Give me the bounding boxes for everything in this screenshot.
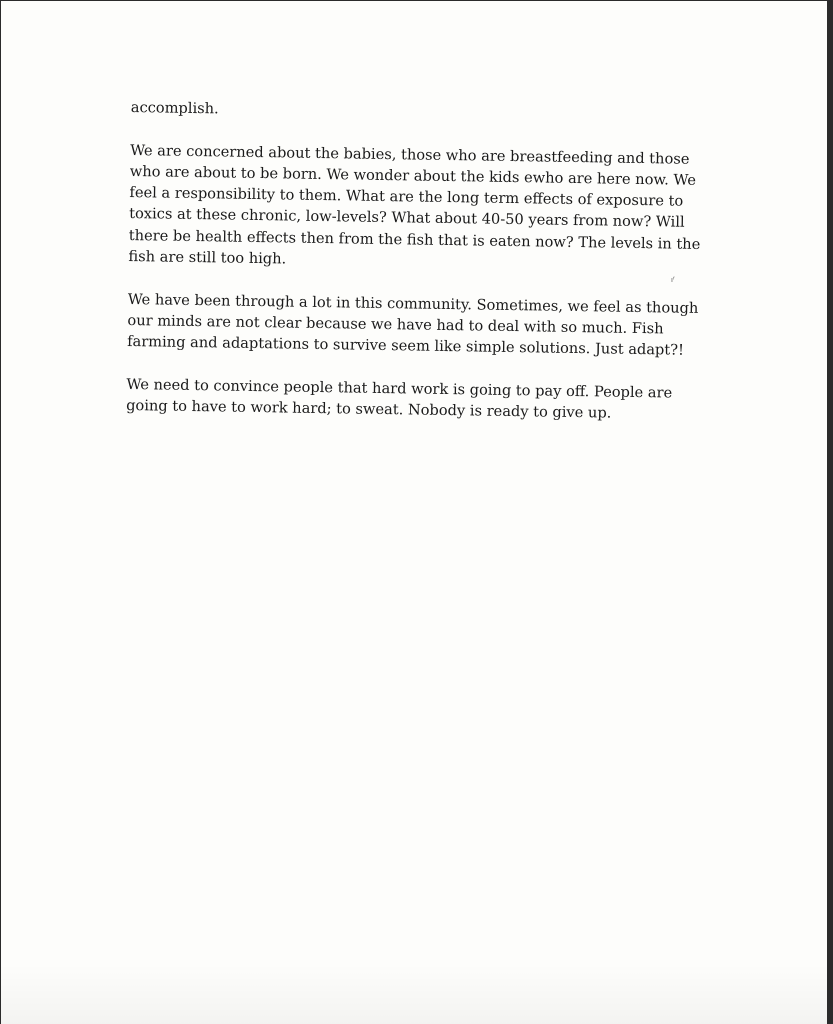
body-text xyxy=(126,97,716,447)
paragraph-hard-work: We need to convince people that hard work is going to pay off. People are going to have to work hard; to sweat. Nobody is ready to give up. xyxy=(126,375,673,422)
paragraph-continuation: accomplish. xyxy=(130,98,219,118)
paragraph-community: We have been through a lot in this community. Sometimes, we feel as though our minds are not clear because we have had to deal with so much. Fish farming and adaptations to survive seem like simple solutions. Just adapt?! xyxy=(127,290,699,359)
document-page xyxy=(1,1,827,1024)
paragraph-babies-concern: We are concerned about the babies, those who are breastfeeding and those who are about to be born. We wonder about the kids ewho are here now. We feel a responsibility to them. What are the long term effects of exposure to toxics at these chronic, low-levels? What about 40-50 years from now? Will there be health effects then from the fish that is eaten now? The levels in the fish are still too high. xyxy=(128,141,701,268)
stray-mark: ıᶠ xyxy=(671,276,676,284)
